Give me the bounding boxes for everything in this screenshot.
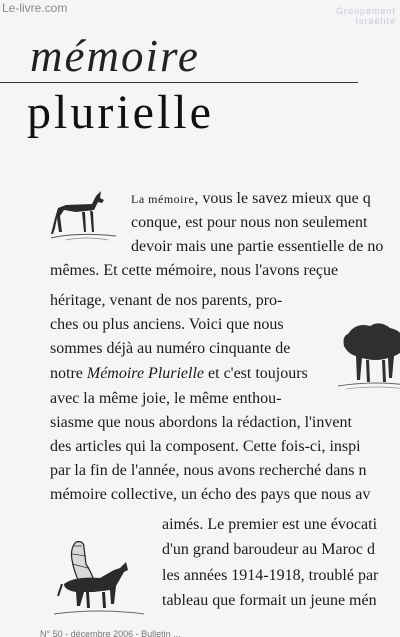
article-line: notre Mémoire Plurielle et c'est toujours bbox=[50, 365, 308, 382]
article-line: ches ou plus anciens. Voici que nous bbox=[50, 316, 284, 333]
article-line: siasme que nous abordons la rédaction, l'invent bbox=[50, 414, 352, 431]
article-line: mémoire collective, un écho des pays que nous av bbox=[50, 486, 371, 503]
article-line: avec la même joie, le même enthou- bbox=[50, 390, 282, 407]
article-line: conque, est pour nous non seulement bbox=[131, 214, 368, 231]
article-line: sommes déjà au numéro cinquante de bbox=[50, 340, 291, 357]
article-line: des articles qui la composent. Cette fois-ci, inspi bbox=[50, 438, 361, 455]
faint-header-text: Groupement Israélite bbox=[335, 6, 396, 26]
article-line: tableau que formait un jeune mén bbox=[162, 592, 377, 609]
title-line-1: mémoire bbox=[30, 31, 200, 81]
article-line: aimés. Le premier est une évocati bbox=[162, 516, 378, 533]
article-line: par la fin de l'année, nous avons recherché dans n bbox=[50, 462, 367, 479]
article-line: mêmes. Et cette mémoire, nous l'avons reçue bbox=[50, 262, 339, 279]
article-line: héritage, venant de nos parents, pro- bbox=[50, 292, 283, 309]
article-line: d'un grand baroudeur au Maroc d bbox=[162, 541, 376, 558]
article-line: les années 1914-1918, troublé par bbox=[162, 567, 379, 584]
magazine-title-italic: Mémoire Plurielle bbox=[86, 365, 205, 382]
camel-illustration bbox=[336, 316, 400, 391]
title-line-2: plurielle bbox=[27, 86, 214, 139]
gazelle-illustration bbox=[46, 188, 126, 248]
rider-on-donkey-illustration bbox=[54, 540, 144, 620]
watermark: Le-livre.com bbox=[2, 1, 68, 15]
footer-text: N° 50 - décembre 2006 - Bulletin ... bbox=[40, 629, 181, 637]
article-line: La mémoire, vous le savez mieux que q bbox=[131, 190, 371, 207]
article-line: devoir mais une partie essentielle de no bbox=[131, 238, 384, 255]
article-dropcap: La mémoire bbox=[131, 192, 195, 206]
title-rule bbox=[0, 82, 358, 83]
